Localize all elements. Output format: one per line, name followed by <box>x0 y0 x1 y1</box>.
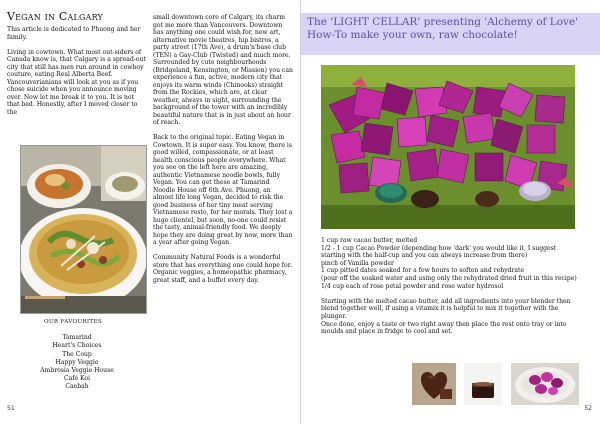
recipe-banner <box>301 13 600 55</box>
chocolate-heart-photo <box>412 363 456 405</box>
ingredient-item: (pour off the soaked water and using only the rehydrated dried fruit in this recipe) <box>321 274 577 282</box>
banner-line: How-To make your own, raw chocolate! <box>307 29 518 41</box>
list-item: The Coup <box>62 350 92 358</box>
favourites-heading: OUR FAVOURITES <box>44 319 102 325</box>
chocolate-heart-illustration <box>412 363 456 405</box>
list-item: Heart's Choices <box>52 342 102 350</box>
list-item: Ambrosia Veggie House <box>40 367 114 375</box>
list-item: Café Koi <box>63 375 91 383</box>
chocolate-piece-illustration <box>464 363 502 405</box>
paragraph: Back to the original topic. Eating Vegan in Cowtown. It is super easy. You know, there is good willed, compassionate, or at least health conscious people everywhere. What you see on the left here are amazing, authentic Vietnamese noodle bowls, fully Vegan. You can get these at Tamarind Noodle House off 6th Ave. Phuong, an almost life long Vegan, decided to risk the good business of her tiny meat serving Vietnamese resto, for her morals. They lost a huge clientel, but soon, no-one could resist the tasty, animal-friendly food. We deeply hope they are doing great by now, more than a year after going Vegan. <box>153 134 293 246</box>
ingredient-item: 1/2 - 1 cup Cacao Powder (depending how 'dark' you would like it, I suggest starting with the half-cup and you can always increase from there) <box>321 244 557 260</box>
ingredient-item: pinch of Vanilla powder <box>321 259 394 267</box>
paragraph: Living in cowtown. What most out-siders of Canada know is, that Calgary is a spread-out city that still has men run around in cowboy couture, eating Real Alberta Beef. Vancouverianians will look at you as if you chose suicide when you announce moving over. Now let me break it to you. It is not that bad. Honestly, after I moved closer to the <box>7 48 146 116</box>
wrapped-chocolates-illustration <box>321 65 575 229</box>
noodle-bowl-illustration <box>21 146 147 314</box>
list-item: Tamarind <box>62 334 92 342</box>
chocolate-piece-photo <box>464 363 502 405</box>
chocolate-bowl-illustration <box>511 363 579 405</box>
article-column-2 <box>153 14 293 292</box>
page-number: 51 <box>7 405 15 412</box>
noodle-bowl-photo <box>20 145 147 314</box>
page-number: 52 <box>584 405 592 412</box>
favourites-list <box>7 318 147 392</box>
article-column-1 <box>7 26 147 124</box>
method-text <box>321 298 579 336</box>
right-page <box>301 0 600 424</box>
ingredients-list <box>321 237 579 290</box>
ingredient-item: 1 cup pitted dates soaked for a few hours to soften and rehydrate <box>321 267 525 275</box>
paragraph: This article is dedicated to Phuong and her family. <box>7 26 141 41</box>
banner-line: The 'LIGHT CELLAR' presenting 'Alchemy of Love' <box>307 16 579 28</box>
list-item: Caebah <box>65 383 89 391</box>
paragraph: Community Natural Foods is a wonderful store that has everything one could hope for. Organic veggies, a homeopathic pharmacy, great staff, and a buffet every day. <box>153 254 292 284</box>
list-item: Happy Veggie <box>55 358 99 366</box>
ingredient-item: 1 cup raw cacao butter, melted <box>321 237 418 244</box>
paragraph: Starting with the melted cacao butter, add all ingredients into your blender then blend together well, if using a vitamix it is helpful to mix it together with the plunger. <box>321 297 571 320</box>
paragraph: Once done, enjoy a taste or two right away then place the rest onto tray or into moulds and place in fridge to cool and set. <box>321 320 567 336</box>
paragraph: small downtown core of Calgary, its charm got me more than Vancouvers. Downtown has anything one could wish for, new art, alternative movie theatres, hip bistros, a party street (17th Ave), a drum'n'base club (TEN) a Gay-Club (Twisted) and much more. Surrounded by cute neighbourhoods (Bridgeland, Kensington, or Mission) you can experience a fun, active, modern city that enjoys its warm winds (Chinooks) straight from the Rockies, which are, at clear weather, always in sight, surrounding the background of the tower with an incredibly beautiful nature that is in just about an hour of reach. <box>153 14 293 126</box>
recipe-text <box>321 237 579 336</box>
ingredient-item: 1/4 cup each of rose petal powder and rose water hydrosol <box>321 282 504 290</box>
article-title: Vegan in Calgary <box>7 10 104 23</box>
chocolate-bowl-photo <box>511 363 579 405</box>
chocolate-photo <box>321 65 575 229</box>
